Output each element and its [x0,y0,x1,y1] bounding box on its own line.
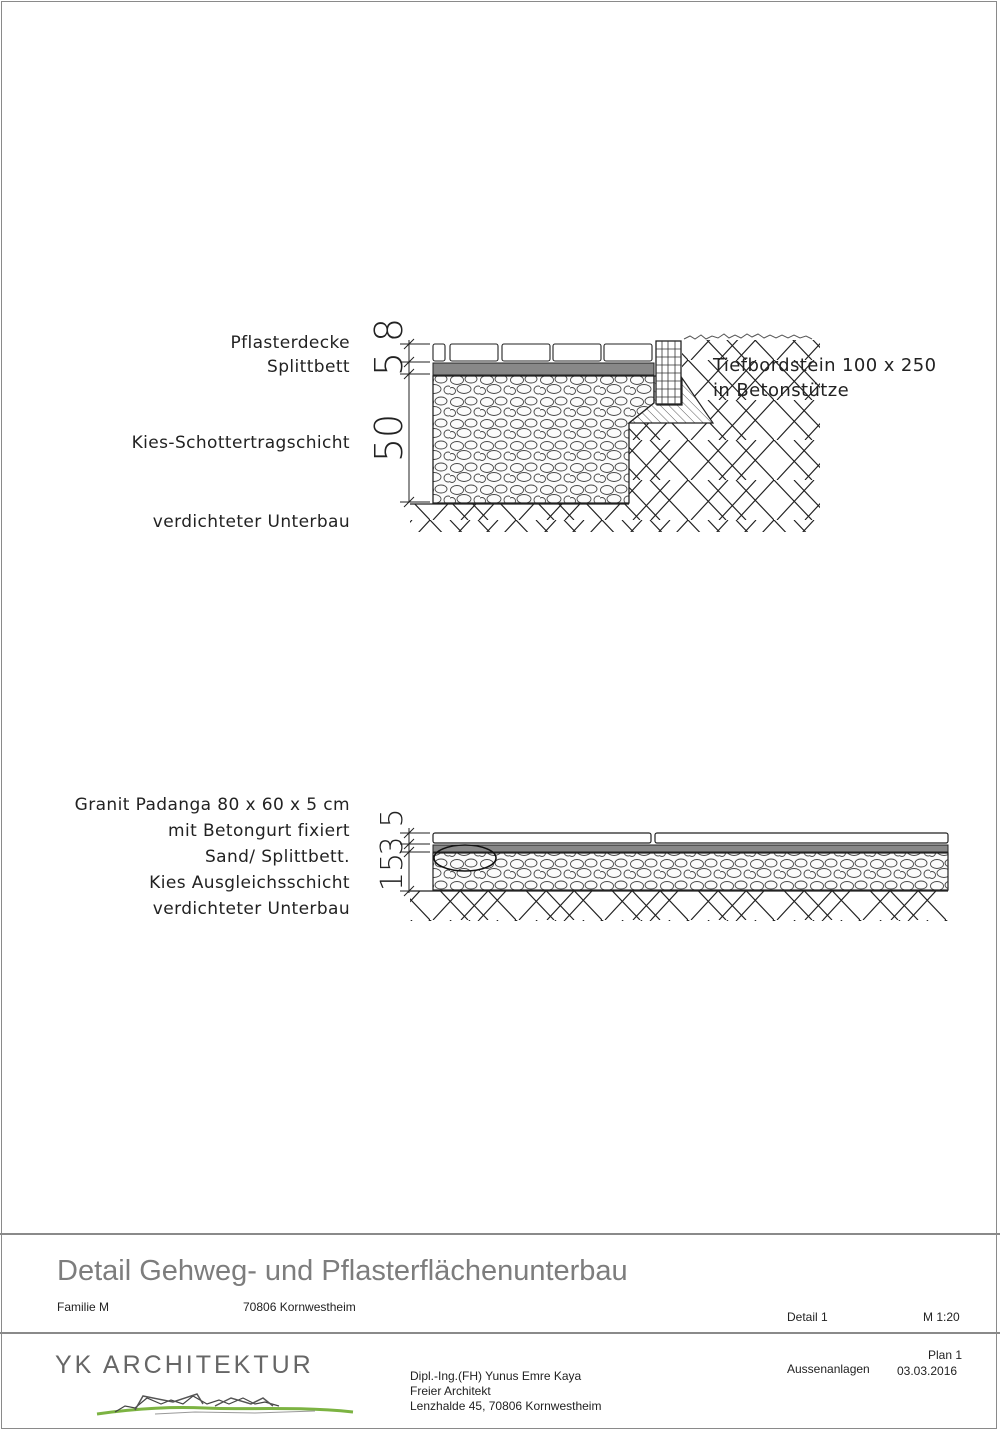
drawing-scale: M 1:20 [923,1310,960,1324]
label-granit: Granit Padanga 80 x 60 x 5 cm [74,795,350,815]
label-betongurt: mit Betongurt fixiert [168,821,350,841]
architect-address: Lenzhalde 45, 70806 Kornwestheim [410,1399,602,1413]
dimension-bed-b: 3 [375,836,410,856]
label-unterbau-b: verdichteter Unterbau [152,899,350,919]
dimension-slab: 5 [375,808,410,828]
architect-title: Freier Architekt [410,1384,491,1398]
dimension-base-b: 15 [375,852,410,892]
plan-number: Plan 1 [928,1348,963,1362]
curb-stone [656,341,681,404]
grass-line [684,334,812,339]
logo-skyline [95,1384,357,1418]
title-block-top-line [0,1233,1000,1235]
label-sand-splittbett: Sand/ Splittbett. [204,847,350,867]
detail-b [75,795,948,921]
label-schottertragschicht: Kies-Schottertragschicht [131,433,350,453]
label-ausgleichsschicht: Kies Ausgleichsschicht [149,873,350,893]
project-location: 70806 Kornwestheim [243,1300,356,1314]
plan-date: 03.03.2016 [897,1364,958,1378]
title-block-mid-line [0,1332,1000,1334]
subgrade-soil-b [410,891,948,921]
client-name: Familie M [57,1300,110,1314]
firm-logo: YK ARCHITEKTUR [55,1351,314,1379]
dimension-bed: 5 [367,351,411,377]
paving-stones-a [433,344,652,361]
detail-a [132,318,937,532]
granite-slabs [433,833,948,843]
gravel-base-b [433,853,948,890]
detail-number: Detail 1 [787,1310,828,1324]
split-bed-a [433,363,654,375]
label-unterbau: verdichteter Unterbau [152,512,350,532]
label-tiefbordstein: Tiefbordstein 100 x 250 [713,355,937,376]
sand-bed-b [433,845,948,852]
drawing-title: Detail Gehweg- und Pflasterflächenunterbau [57,1255,628,1287]
gravel-base-a [433,376,654,503]
dimension-base: 50 [367,413,411,463]
label-splittbett: Splittbett [267,357,350,377]
architect-name: Dipl.-Ing.(FH) Yunus Emre Kaya [410,1369,582,1383]
project-name: Aussenanlagen [787,1362,870,1376]
dimension-surface: 8 [367,317,411,343]
label-betonstuetze: in Betonstütze [713,380,850,401]
label-pflasterdecke: Pflasterdecke [230,333,350,353]
